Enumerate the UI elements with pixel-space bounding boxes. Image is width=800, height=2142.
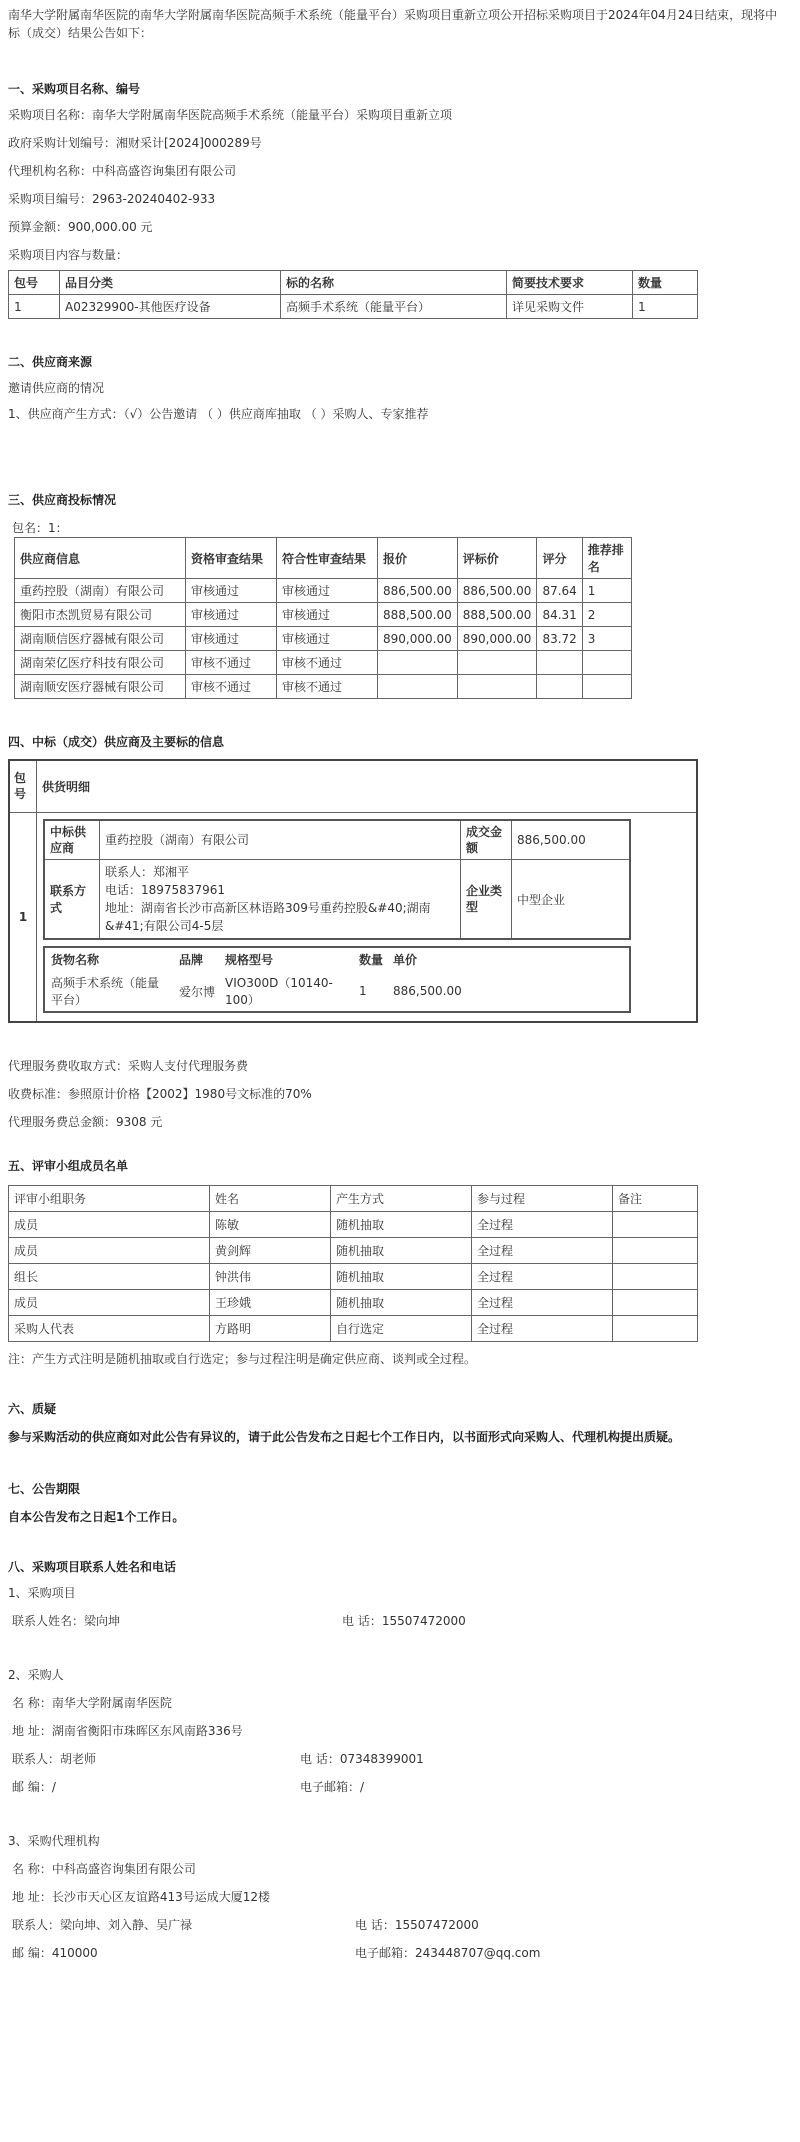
table-cell (613, 1264, 698, 1290)
announcement-document (0, 6, 800, 1962)
table-cell: 湖南荣亿医疗科技有限公司 (15, 651, 186, 675)
table-cell: 详见采购文件 (507, 295, 633, 319)
purchaser-contact-row (8, 1750, 792, 1768)
table-header: 评标价 (457, 538, 537, 579)
table-cell: 审核通过 (277, 627, 378, 651)
agency-name: 代理机构名称：中科高盛咨询集团有限公司 (8, 164, 237, 178)
table-cell: 审核通过 (277, 579, 378, 603)
purchaser-email: 电子邮箱：/ (300, 1780, 365, 1794)
table-cell (582, 675, 631, 699)
table-cell: 随机抽取 (331, 1238, 472, 1264)
table-cell: 1 (633, 295, 698, 319)
intro-paragraph: 南华大学附属南华医院的南华大学附属南华医院高频手术系统（能量平台）采购项目重新立项公开招标采购项目于2024年04月24日结束，现将中标（成交）结果公告如下： (8, 8, 778, 40)
table-header: 品牌 (179, 953, 204, 967)
sub-project: 1、采购项目 (8, 1586, 76, 1600)
table-row (9, 812, 697, 1022)
table-cell: 1 (359, 984, 367, 998)
table-cell: 审核通过 (186, 603, 277, 627)
table-cell: 湖南顺信医疗器械有限公司 (15, 627, 186, 651)
sub-purchaser: 2、采购人 (8, 1668, 64, 1682)
table-cell: 方路明 (210, 1316, 331, 1342)
project-contact-row (8, 1612, 792, 1630)
table-row (9, 1264, 698, 1290)
table-cell: 886,500.00 (393, 984, 462, 998)
table-cell: 84.31 (537, 603, 582, 627)
table-row (9, 1212, 698, 1238)
budget-amount: 预算金额：900,000.00 元 (8, 220, 153, 234)
table-header-row (9, 760, 697, 812)
supply-detail-cell (37, 812, 698, 1022)
section-7-title: 七、公告期限 (8, 1482, 81, 1496)
table-row (9, 1316, 698, 1342)
table-cell: 890,000.00 (378, 627, 458, 651)
objection-text: 参与采购活动的供应商如对此公告有异议的，请于此公告发布之日起七个工作日内，以书面形式向采购人、代理机构提出质疑。 (8, 1430, 681, 1444)
table-header: 符合性审查结果 (277, 538, 378, 579)
winner-name: 重药控股（湖南）有限公司 (100, 820, 461, 860)
table-cell: 审核通过 (277, 603, 378, 627)
table-cell (378, 675, 458, 699)
agency-address: 地 址：长沙市天心区友谊路413号运成大厦12楼 (12, 1890, 270, 1904)
purchaser-contact: 联系人：胡老师 (12, 1752, 97, 1766)
table-row (15, 579, 632, 603)
table-cell: 高频手术系统（能量平台） (281, 295, 507, 319)
table-header-row (9, 1186, 698, 1212)
project-code: 采购项目编号：2963-20240402-933 (8, 192, 216, 206)
table-header: 评审小组职务 (9, 1186, 210, 1212)
table-header: 推荐排名 (582, 538, 631, 579)
section-3-title: 三、供应商投标情况 (8, 493, 117, 507)
table-header: 货物名称 (51, 953, 100, 967)
table-row (9, 1290, 698, 1316)
table-cell (378, 651, 458, 675)
table-cell: 企业类型 (461, 860, 512, 940)
table-row (44, 971, 630, 1012)
section-2-title: 二、供应商来源 (8, 355, 93, 369)
table-cell: 全过程 (472, 1316, 613, 1342)
table-cell: 黄剑辉 (210, 1238, 331, 1264)
table-cell: 爱尔博 (179, 984, 216, 999)
section-8-title: 八、采购项目联系人姓名和电话 (8, 1560, 177, 1574)
table-header: 品目分类 (60, 271, 281, 295)
section-1-title: 一、采购项目名称、编号 (8, 82, 141, 96)
table-header: 姓名 (210, 1186, 331, 1212)
contact-cell (100, 860, 461, 940)
table-header: 包号 (9, 760, 37, 812)
agency-phone: 电 话：15507472000 (355, 1918, 479, 1932)
table-cell: 886,500.00 (378, 579, 458, 603)
table-cell: 成员 (9, 1238, 210, 1264)
agency-name-2: 名 称：中科高盛咨询集团有限公司 (12, 1862, 196, 1876)
table-cell: 中标供应商 (44, 820, 100, 860)
project-name: 采购项目名称：南华大学附属南华医院高频手术系统（能量平台）采购项目重新立项 (8, 108, 453, 122)
table-cell: 1 (9, 295, 60, 319)
agency-contact-row (8, 1916, 792, 1934)
table-cell (613, 1212, 698, 1238)
period-text: 自本公告发布之日起1个工作日。 (8, 1510, 185, 1524)
table-header: 供货明细 (37, 760, 698, 812)
section-6-title: 六、质疑 (8, 1402, 57, 1416)
table-cell: 王珍娥 (210, 1290, 331, 1316)
table-row (44, 820, 630, 860)
table-header: 数量 (359, 953, 384, 967)
package-name: 包名：1： (12, 521, 68, 535)
table-header: 单价 (393, 953, 418, 967)
table-cell: 随机抽取 (331, 1290, 472, 1316)
table-cell: 2 (582, 603, 631, 627)
table-header-row (9, 271, 698, 295)
invite-label: 邀请供应商的情况 (8, 381, 105, 395)
table-cell: 组长 (9, 1264, 210, 1290)
contact-person: 联系人：郑湘平 (105, 865, 190, 879)
table-cell (613, 1316, 698, 1342)
table-cell: 采购人代表 (9, 1316, 210, 1342)
table-header: 备注 (613, 1186, 698, 1212)
table-row (15, 675, 632, 699)
table-cell: 随机抽取 (331, 1264, 472, 1290)
table-cell: 钟洪伟 (210, 1264, 331, 1290)
fee-standard: 收费标准：参照原计价格【2002】1980号文标准的70% (8, 1087, 312, 1101)
plan-number: 政府采购计划编号：湘财采计[2024]000289号 (8, 136, 262, 150)
table-cell: 全过程 (472, 1290, 613, 1316)
supplier-detail-table (43, 819, 631, 941)
table-header: 供应商信息 (15, 538, 186, 579)
contact-phone: 电话：18975837961 (105, 883, 225, 897)
content-label: 采购项目内容与数量： (8, 248, 129, 262)
table-cell: 1 (582, 579, 631, 603)
table-cell: 成交金额 (461, 820, 512, 860)
agency-email: 电子邮箱：243448707@qq.com (355, 1946, 541, 1960)
purchaser-name: 名 称：南华大学附属南华医院 (12, 1696, 172, 1710)
table-cell: 886,500.00 (457, 579, 537, 603)
table-cell (457, 651, 537, 675)
goods-table (43, 946, 631, 1013)
project-contact-name: 联系人姓名：梁向坤 (12, 1614, 121, 1628)
table-cell: 审核通过 (186, 579, 277, 603)
table-cell (457, 675, 537, 699)
table-row (15, 603, 632, 627)
table-cell: 888,500.00 (378, 603, 458, 627)
table-header: 报价 (378, 538, 458, 579)
table-cell: 自行选定 (331, 1316, 472, 1342)
project-contact-phone: 电 话：15507472000 (342, 1614, 466, 1628)
winner-amount: 886,500.00 (512, 820, 631, 860)
table-header: 数量 (633, 271, 698, 295)
bids-table (14, 537, 632, 699)
table-header: 包号 (9, 271, 60, 295)
table-row (9, 1238, 698, 1264)
table-cell: 高频手术系统（能量平台） (51, 976, 160, 1007)
table-header: 评分 (537, 538, 582, 579)
agency-zip-row (8, 1944, 792, 1962)
purchaser-phone: 电 话：07348399001 (300, 1752, 424, 1766)
table-header: 资格审查结果 (186, 538, 277, 579)
table-cell: 全过程 (472, 1238, 613, 1264)
fee-total: 代理服务费总金额：9308 元 (8, 1115, 163, 1129)
table-cell (613, 1290, 698, 1316)
table-cell: 成员 (9, 1212, 210, 1238)
purchaser-address: 地 址：湖南省衡阳市珠晖区东风南路336号 (12, 1724, 243, 1738)
table-cell (613, 1238, 698, 1264)
table-cell: 重药控股（湖南）有限公司 (15, 579, 186, 603)
winner-table (8, 759, 698, 1023)
committee-table (8, 1185, 698, 1342)
table-cell: 1 (9, 812, 37, 1022)
items-table (8, 270, 698, 319)
table-cell: 审核不通过 (277, 675, 378, 699)
section-5-title: 五、评审小组成员名单 (8, 1159, 129, 1173)
table-row (15, 651, 632, 675)
table-cell: 随机抽取 (331, 1212, 472, 1238)
table-header-row (15, 538, 632, 579)
table-cell: 全过程 (472, 1264, 613, 1290)
table-cell: 3 (582, 627, 631, 651)
table-cell: VIO300D（10140-100） (225, 976, 333, 1007)
section-4-title: 四、中标（成交）供应商及主要标的信息 (8, 735, 225, 749)
table-cell: 87.64 (537, 579, 582, 603)
table-cell: 83.72 (537, 627, 582, 651)
sub-agency: 3、采购代理机构 (8, 1834, 100, 1848)
table-cell (537, 675, 582, 699)
table-cell: A02329900-其他医疗设备 (60, 295, 281, 319)
table-header: 标的名称 (281, 271, 507, 295)
fee-method: 代理服务费收取方式：采购人支付代理服务费 (8, 1059, 249, 1073)
table-row (44, 860, 630, 940)
table-header-row (44, 947, 630, 971)
purchaser-zip-row (8, 1778, 792, 1796)
table-row (15, 627, 632, 651)
table-cell: 审核通过 (186, 627, 277, 651)
table-cell: 审核不通过 (277, 651, 378, 675)
table-cell: 890,000.00 (457, 627, 537, 651)
table-cell: 审核不通过 (186, 675, 277, 699)
table-cell (537, 651, 582, 675)
contact-address: 地址：湖南省长沙市高新区林语路309号重药控股&#40;湖南&#41;有限公司4-5层 (105, 901, 431, 933)
committee-note: 注：产生方式注明是随机抽取或自行选定；参与过程注明是确定供应商、谈判或全过程。 (8, 1352, 477, 1366)
table-cell: 成员 (9, 1290, 210, 1316)
table-header: 规格型号 (225, 953, 274, 967)
table-cell: 陈敏 (210, 1212, 331, 1238)
table-cell: 全过程 (472, 1212, 613, 1238)
table-header: 产生方式 (331, 1186, 472, 1212)
table-header: 参与过程 (472, 1186, 613, 1212)
enterprise-type: 中型企业 (512, 860, 631, 940)
agency-contact: 联系人：梁向坤、刘入静、吴广禄 (12, 1918, 193, 1932)
supplier-source: 1、供应商产生方式：（√）公告邀请 （ ）供应商库抽取 （ ）采购人、专家推荐 (8, 407, 429, 421)
table-cell: 888,500.00 (457, 603, 537, 627)
table-row (9, 295, 698, 319)
table-header: 简要技术要求 (507, 271, 633, 295)
table-cell: 审核不通过 (186, 651, 277, 675)
table-cell: 衡阳市杰凯贸易有限公司 (15, 603, 186, 627)
table-cell (582, 651, 631, 675)
table-cell: 联系方式 (44, 860, 100, 940)
agency-zip: 邮 编：410000 (12, 1946, 98, 1960)
table-cell: 湖南顺安医疗器械有限公司 (15, 675, 186, 699)
purchaser-zip: 邮 编：/ (12, 1780, 56, 1794)
